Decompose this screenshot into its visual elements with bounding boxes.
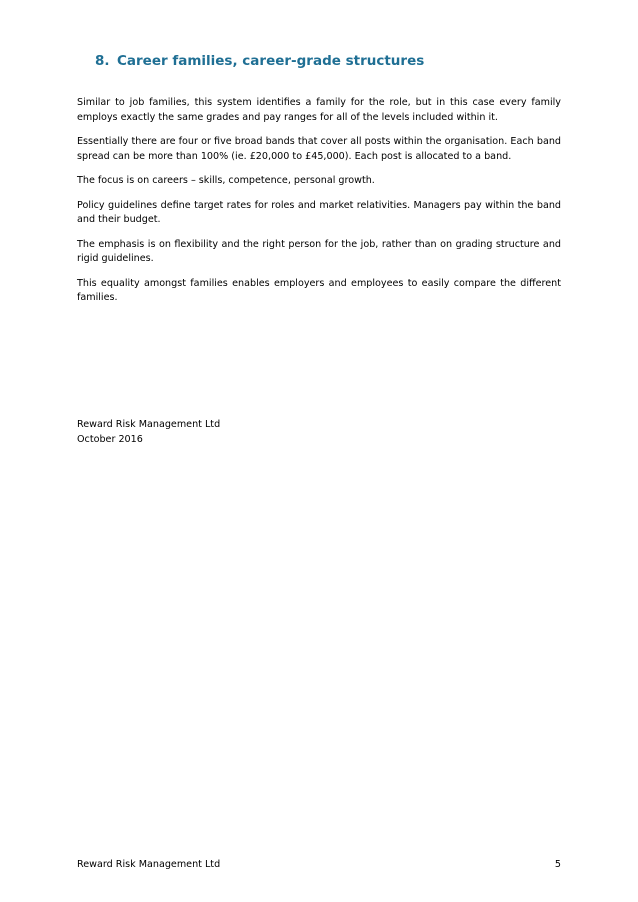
signature-date: October 2016: [77, 433, 143, 445]
paragraph: The emphasis is on flexibility and the right person for the job, rather than on grading structure and rigid guidelines.: [77, 238, 561, 264]
paragraph: This equality amongst families enables employers and employees to easily compare the different families.: [77, 277, 561, 303]
page-number: 5: [554, 859, 561, 870]
paragraph: Similar to job families, this system identifies a family for the role, but in this case every family employs exactly the same grades and pay ranges for all of the levels included within it.: [77, 97, 561, 123]
paragraph: The focus is on careers – skills, competence, personal growth.: [77, 175, 375, 186]
paragraph: Policy guidelines define target rates for roles and market relativities. Managers pay within the band and their budget.: [77, 199, 561, 225]
section-title: Career families, career-grade structures: [117, 53, 425, 69]
section-heading: [95, 53, 424, 69]
signature-company: Reward Risk Management Ltd: [77, 419, 221, 430]
page-footer: [77, 858, 561, 872]
signature-block: [77, 418, 220, 447]
section-number: 8.: [95, 53, 110, 69]
paragraph: Essentially there are four or five broad bands that cover all posts within the organisation. Each band spread can be more than 100% (ie. £20,000 to £45,000). Each post is allocated to a band.: [77, 136, 561, 162]
footer-company: Reward Risk Management Ltd: [77, 859, 221, 870]
body-text: [77, 96, 561, 316]
